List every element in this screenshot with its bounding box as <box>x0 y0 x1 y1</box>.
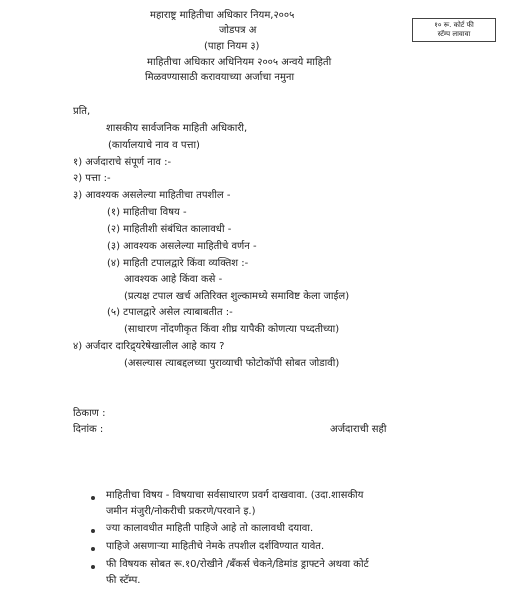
subfield-postal-cost-note: (प्रत्यक्ष टपाल खर्च अतिरिक्त शुल्कामध्ये समाविष्ट केला जाईल) <box>124 291 350 302</box>
date-label: दिनांक : <box>73 424 104 435</box>
place-label: ठिकाण : <box>73 408 106 419</box>
header-line-5: मिळवण्यासाठी करावयाच्या अर्जाचा नमुना <box>145 72 295 83</box>
field-info-details: ३) आवश्यक असलेल्या माहितीचा तपशील - <box>73 190 231 201</box>
note-fee-stamp: फी स्टॅम्प. <box>106 575 141 586</box>
subfield-subject: (१) माहितीचा विषय - <box>107 207 187 218</box>
subfield-period: (२) माहितीशी संबंधित कालावधी - <box>107 224 232 235</box>
field-address: २) पत्ता :- <box>73 173 111 184</box>
office-name-address: (कार्यालयाचे नाव व पत्ता) <box>108 140 200 151</box>
subfield-delivery-required: आवश्यक आहे किंवा कसे - <box>124 274 223 285</box>
note-subject: माहितीचा विषय - विषयाचा सर्वसाधारण प्रवर्ग दाखवावा. (उदा.शासकीय <box>106 490 364 501</box>
header-line-4: माहितीचा अधिकार अधिनियम २००५ अन्वये माहिती <box>147 57 332 68</box>
field-applicant-name: १) अर्जदाराचे संपूर्ण नाव :- <box>73 157 172 168</box>
note-details: पाहिजे असणाऱ्या माहितीचे नेमके तपशील दर्शविण्यात यावेत. <box>106 541 325 552</box>
stamp-line-1: १० रू. कोर्ट फी <box>434 21 474 29</box>
note-fee: फी विषयक सोबत रू.१0/रोखीने /बॅंकर्स चेकने/डिमांड ड्राफ्टने अथवा कोर्ट <box>106 559 369 570</box>
bullet-icon <box>91 565 95 569</box>
officer-title: शासकीय सार्वजनिक माहिती अधिकारी, <box>106 123 248 134</box>
header-line-3: (पाहा नियम ३) <box>204 41 260 52</box>
subfield-description: (३) आवश्यक असलेल्या माहितीचे वर्णन - <box>107 241 257 252</box>
prati-label: प्रति, <box>73 106 91 117</box>
subfield-postal-type-note: (साधारण नोंदणीकृत किंवा शीघ्र यापैकी कोणत्या पध्दतीच्या) <box>124 324 340 335</box>
field-bpl-proof-note: (असल्यास त्याबद्दलच्या पुराव्याची फोटोकॉपी सोबत जोडावी) <box>124 358 340 369</box>
stamp-line-2: स्टॅम्प लावावा <box>437 30 471 38</box>
note-period: ज्या कालावधीत माहिती पाहिजे आहे तो कालावधी दयावा. <box>106 523 314 534</box>
bullet-icon <box>91 529 95 533</box>
applicant-signature-label: अर्जदाराची सही <box>330 424 387 435</box>
bullet-icon <box>91 547 95 551</box>
subfield-postal-mode: (५) टपालद्वारे असेल त्याबाबतीत :- <box>107 307 233 318</box>
note-subject-example: जमीन मंजुरी/नोकरीची प्रकरणे/परवाने इ.) <box>106 506 256 517</box>
subfield-delivery-mode: (४) माहिती टपालद्वारे किंवा व्यक्तिश :- <box>107 258 249 269</box>
field-bpl-status: ४) अर्जदार दारिद्र्यरेषेखालील आहे काय ? <box>73 341 225 352</box>
court-fee-stamp-box <box>412 18 496 42</box>
bullet-icon <box>91 496 95 500</box>
header-line-2: जोडपत्र अ <box>219 25 257 36</box>
header-line-1: महाराष्ट्र माहितीचा अधिकार नियम,२००५ <box>150 10 295 21</box>
